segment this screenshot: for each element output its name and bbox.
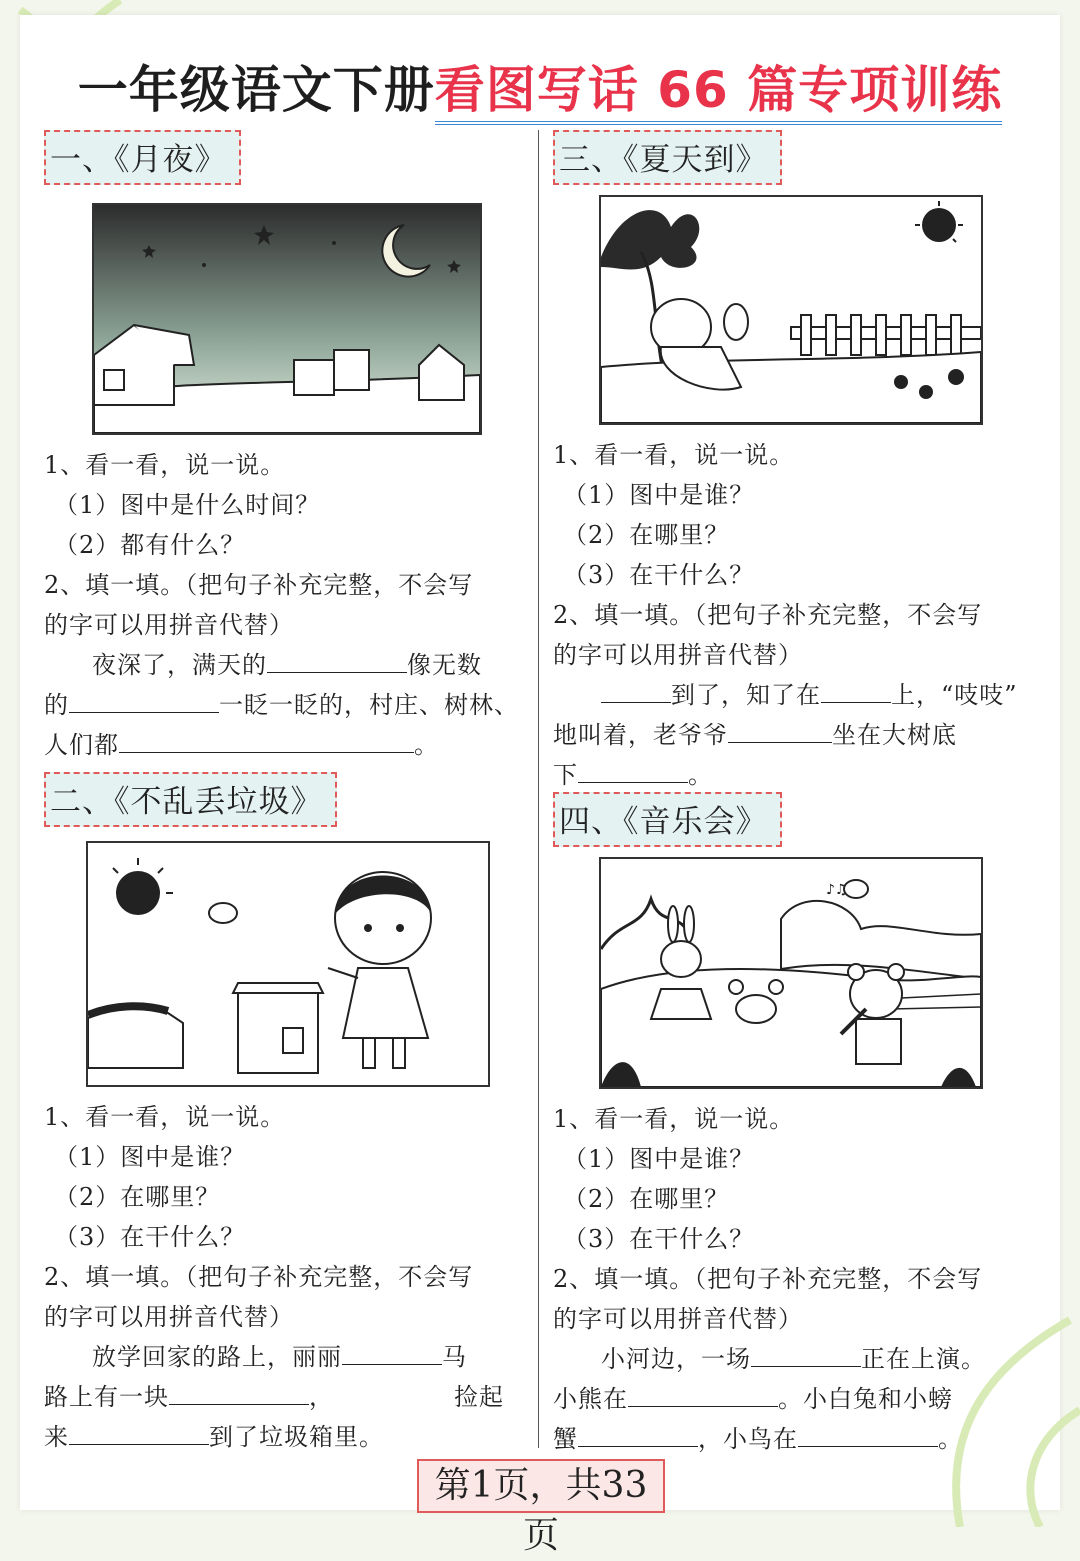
fill-text: 夜深了，满天的 xyxy=(92,651,267,679)
fill-text: 人们都 xyxy=(44,731,119,759)
fill-text: 捡起 xyxy=(454,1383,504,1411)
fill-line-3 xyxy=(553,1419,1038,1459)
fill-text: ，小鸟在 xyxy=(698,1425,798,1453)
fill-text: 小河边，一场 xyxy=(601,1345,751,1373)
fill-text: 。 xyxy=(688,761,713,789)
fill-text: 像无数 xyxy=(407,651,482,679)
question-where: （2）在哪里？ xyxy=(563,1185,730,1213)
title-part2: 看图写话 66 篇专项训练 xyxy=(435,61,1002,125)
page-number: 第1页，共33页 xyxy=(417,1459,665,1513)
fill-text: 地叫着，老爷爷 xyxy=(553,721,728,749)
trash-bin-icon xyxy=(238,993,318,1073)
fill-text: 马 xyxy=(442,1343,467,1371)
answer-blank[interactable] xyxy=(728,716,832,743)
question-look-say: 1、看一看，说一说。 xyxy=(44,451,286,479)
question-time: （1）图中是什么时间？ xyxy=(54,491,321,519)
section-questions xyxy=(44,1097,529,1457)
title-part1: 一年级语文下册 xyxy=(77,61,435,119)
fill-text: 蟹 xyxy=(553,1425,578,1453)
section-moon-night xyxy=(44,130,529,765)
section-questions xyxy=(553,1099,1038,1459)
question-fill-in-note: 的字可以用拼音代替） xyxy=(44,611,294,639)
fill-line-2 xyxy=(553,715,1038,755)
fill-text: 一眨一眨的，村庄、树林、 xyxy=(219,691,519,719)
question-fill-in: 2、填一填。（把句子补充完整，不会写 xyxy=(44,1263,474,1291)
answer-blank[interactable] xyxy=(798,1420,938,1447)
answer-blank[interactable] xyxy=(578,756,688,783)
question-who: （1）图中是谁？ xyxy=(563,481,755,509)
question-fill-in: 2、填一填。（把句子补充完整，不会写 xyxy=(553,1265,983,1293)
fill-text: 。 xyxy=(938,1425,963,1453)
section-questions xyxy=(553,435,1038,795)
question-doing: （3）在干什么？ xyxy=(563,1225,755,1253)
answer-blank[interactable] xyxy=(169,1378,309,1405)
fill-line-3 xyxy=(44,725,529,765)
question-who: （1）图中是谁？ xyxy=(563,1145,755,1173)
fill-line-3 xyxy=(44,1417,529,1457)
answer-blank[interactable] xyxy=(821,676,891,703)
fill-line-2 xyxy=(553,1379,1038,1419)
question-look-say: 1、看一看，说一说。 xyxy=(553,1105,795,1133)
section-heading: 三、《夏天到》 xyxy=(553,130,782,185)
question-where: （2）在哪里？ xyxy=(54,1183,221,1211)
fill-line-1 xyxy=(44,645,529,685)
fill-line-2 xyxy=(44,685,529,725)
fill-text: 小熊在 xyxy=(553,1385,628,1413)
answer-blank[interactable] xyxy=(69,686,219,713)
section-questions xyxy=(44,445,529,765)
fill-text: 。小白兔和小螃 xyxy=(778,1385,953,1413)
answer-blank[interactable] xyxy=(267,646,407,673)
fill-text: 到了垃圾箱里。 xyxy=(209,1423,384,1451)
bird-icon xyxy=(209,903,237,923)
answer-blank[interactable] xyxy=(578,1420,698,1447)
no-littering-illustration xyxy=(86,841,490,1087)
fill-text: 到了，知了在 xyxy=(671,681,821,709)
section-heading: 一、《月夜》 xyxy=(44,130,241,185)
fill-line-1 xyxy=(44,1337,529,1377)
girl-trash-picture xyxy=(88,843,488,1085)
answer-blank[interactable] xyxy=(628,1380,778,1407)
fill-line-2 xyxy=(44,1377,529,1417)
question-fill-in-note: 的字可以用拼音代替） xyxy=(553,641,803,669)
fence-icon xyxy=(791,315,981,355)
column-divider xyxy=(538,130,539,1448)
page-title xyxy=(0,50,1080,122)
question-what: （2）都有什么？ xyxy=(54,531,246,559)
fill-text: 。 xyxy=(414,731,439,759)
tree-canopy-icon xyxy=(601,210,699,269)
question-fill-in-note: 的字可以用拼音代替） xyxy=(44,1303,294,1331)
fill-text: 下 xyxy=(553,761,578,789)
fill-text: 路上有一块 xyxy=(44,1383,169,1411)
answer-blank[interactable] xyxy=(601,676,671,703)
fill-text: 坐在大树底 xyxy=(832,721,957,749)
section-no-littering xyxy=(44,772,529,1457)
sun-icon xyxy=(922,208,956,242)
question-where: （2）在哪里？ xyxy=(563,521,730,549)
section-summer-arrives xyxy=(553,130,1038,795)
sun-icon xyxy=(116,871,160,915)
question-look-say: 1、看一看，说一说。 xyxy=(553,441,795,469)
summer-illustration xyxy=(599,195,983,425)
night-village-picture xyxy=(94,205,480,433)
fill-line-1 xyxy=(553,675,1038,715)
fill-text: ， xyxy=(309,1383,334,1411)
answer-blank[interactable] xyxy=(751,1340,861,1367)
section-concert xyxy=(553,792,1038,1459)
bird-icon xyxy=(844,880,868,898)
fill-line-1 xyxy=(553,1339,1038,1379)
moon-night-illustration xyxy=(92,203,482,435)
question-doing: （3）在干什么？ xyxy=(54,1223,246,1251)
grandpa-tree-picture xyxy=(601,197,981,423)
fill-text: 放学回家的路上，丽丽 xyxy=(92,1343,342,1371)
fill-line-3 xyxy=(553,755,1038,795)
music-note-icon: ♪♫ xyxy=(826,882,848,898)
answer-blank[interactable] xyxy=(69,1418,209,1445)
question-who: （1）图中是谁？ xyxy=(54,1143,246,1171)
fill-text: 正在上演。 xyxy=(861,1345,986,1373)
concert-illustration xyxy=(599,857,983,1089)
fill-text: 来 xyxy=(44,1423,69,1451)
section-heading: 二、《不乱丢垃圾》 xyxy=(44,772,337,827)
answer-blank[interactable] xyxy=(342,1338,442,1365)
question-fill-in: 2、填一填。（把句子补充完整，不会写 xyxy=(44,571,474,599)
animals-concert-picture xyxy=(601,859,981,1087)
question-fill-in: 2、填一填。（把句子补充完整，不会写 xyxy=(553,601,983,629)
answer-blank[interactable] xyxy=(119,726,414,753)
question-look-say: 1、看一看，说一说。 xyxy=(44,1103,286,1131)
question-doing: （3）在干什么？ xyxy=(563,561,755,589)
section-heading: 四、《音乐会》 xyxy=(553,792,782,847)
girl-icon xyxy=(328,872,431,1068)
fill-text: 上，“吱吱” xyxy=(891,681,1018,709)
fill-text: 的 xyxy=(44,691,69,719)
question-fill-in-note: 的字可以用拼音代替） xyxy=(553,1305,803,1333)
